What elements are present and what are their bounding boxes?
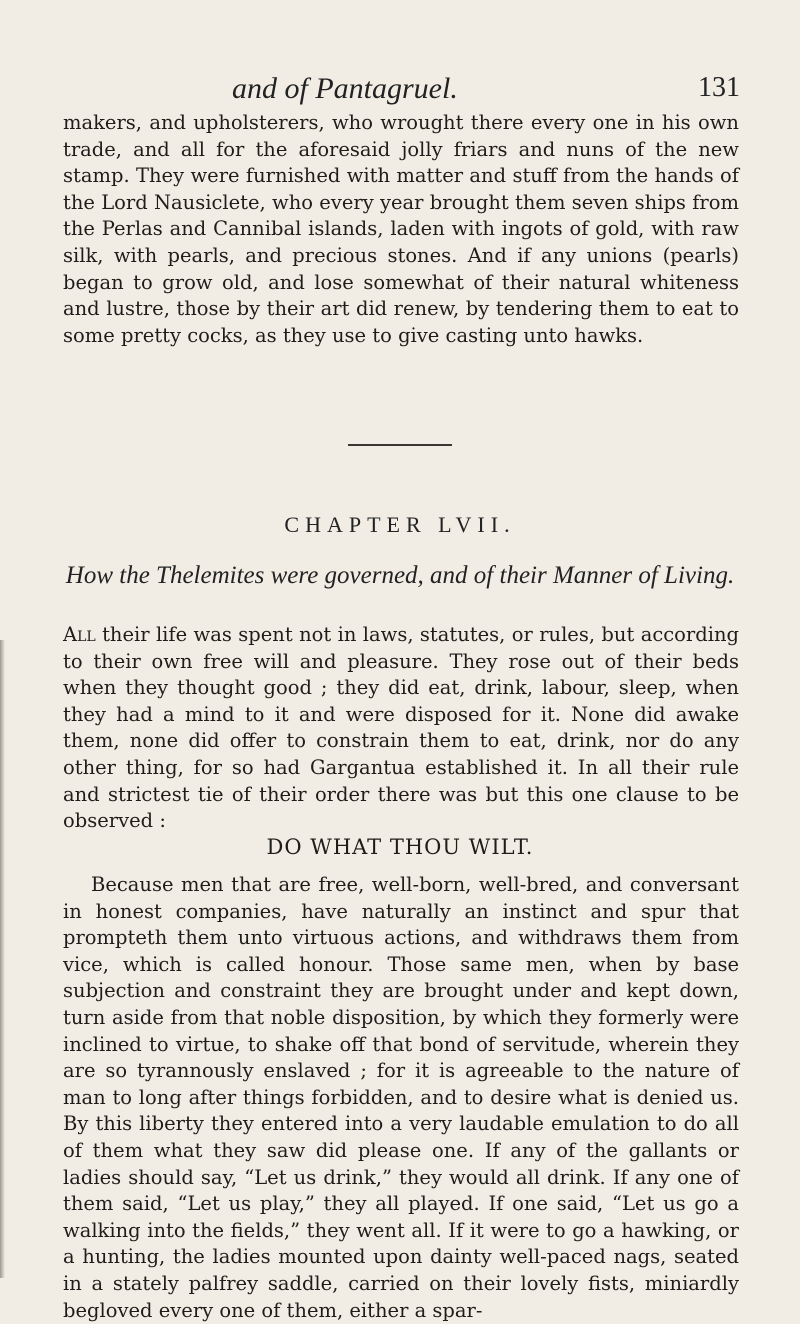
chapter-subtitle: How the Thelemites were governed, and of their Manner of Living. [65, 562, 735, 589]
section-divider [348, 444, 452, 446]
paragraph-1: makers, and upholsterers, who wrought there every one in his own trade, and all for the aforesaid jolly friars and nuns of the new stamp. They were furnished with matter and stuff from the hands of the Lord Nausiclete, who every year brought them seven ships from the Perlas and Cannibal islands, laden with ingots of gold, with raw silk, with pearls, and precious stones. And if any unions (pearls) began to grow old, and lose somewhat of their natural whiteness and lustre, those by their art did renew, by tendering them to eat to some pretty cocks, as they use to give casting unto hawks. [63, 111, 739, 347]
page-number: 131 [698, 72, 740, 103]
paragraph-2 [63, 622, 739, 835]
chapter-heading: CHAPTER LVII. [284, 512, 516, 537]
motto: DO WHAT THOU WILT. [266, 835, 534, 859]
paragraph-3: Because men that are free, well-born, well-bred, and conversant in honest companies, have naturally an instinct and spur that prompteth them unto virtuous actions, and withdraws them from vice, which is called honour. Those same men, when by base subjection and constraint they are brought under and kept down, turn aside from that noble disposition, by which they formerly were inclined to virtue, to shake off that bond of servitude, wherein they are so tyrannously enslaved ; for it is agreeable to the nature of man to long after things forbidden, and to desire what is denied us. By this liberty they entered into a very laudable emulation to do all of them what they saw did please one. If any of the gallants or ladies should say, “Let us drink,” they would all drink. If any one of them said, “Let us play,” they all played. If one said, “Let us go a walking into the fields,” they went all. If it were to go a hawking, or a hunting, the ladies mounted upon dainty well-paced nags, seated in a stately palfrey saddle, carried on their lovely fists, miniardly begloved every one of them, either a spar- [63, 873, 739, 1322]
page-edge-shadow [0, 640, 5, 1278]
paragraph-2-lead: All [63, 623, 96, 646]
running-head: and of Pantagruel. [232, 72, 458, 105]
paragraph-2-body: their life was spent not in laws, statutes, or rules, but according to their own free will and pleasure. They rose out of their beds when they thought good ; they did eat, drink, labour, sleep, when they had a mind to it and were disposed for it. None did awake them, none did offer to constrain them to eat, drink, nor do any other thing, for so had Gargantua established it. In all their rule and strictest tie of their order there was but this one clause to be observed : [63, 623, 739, 833]
